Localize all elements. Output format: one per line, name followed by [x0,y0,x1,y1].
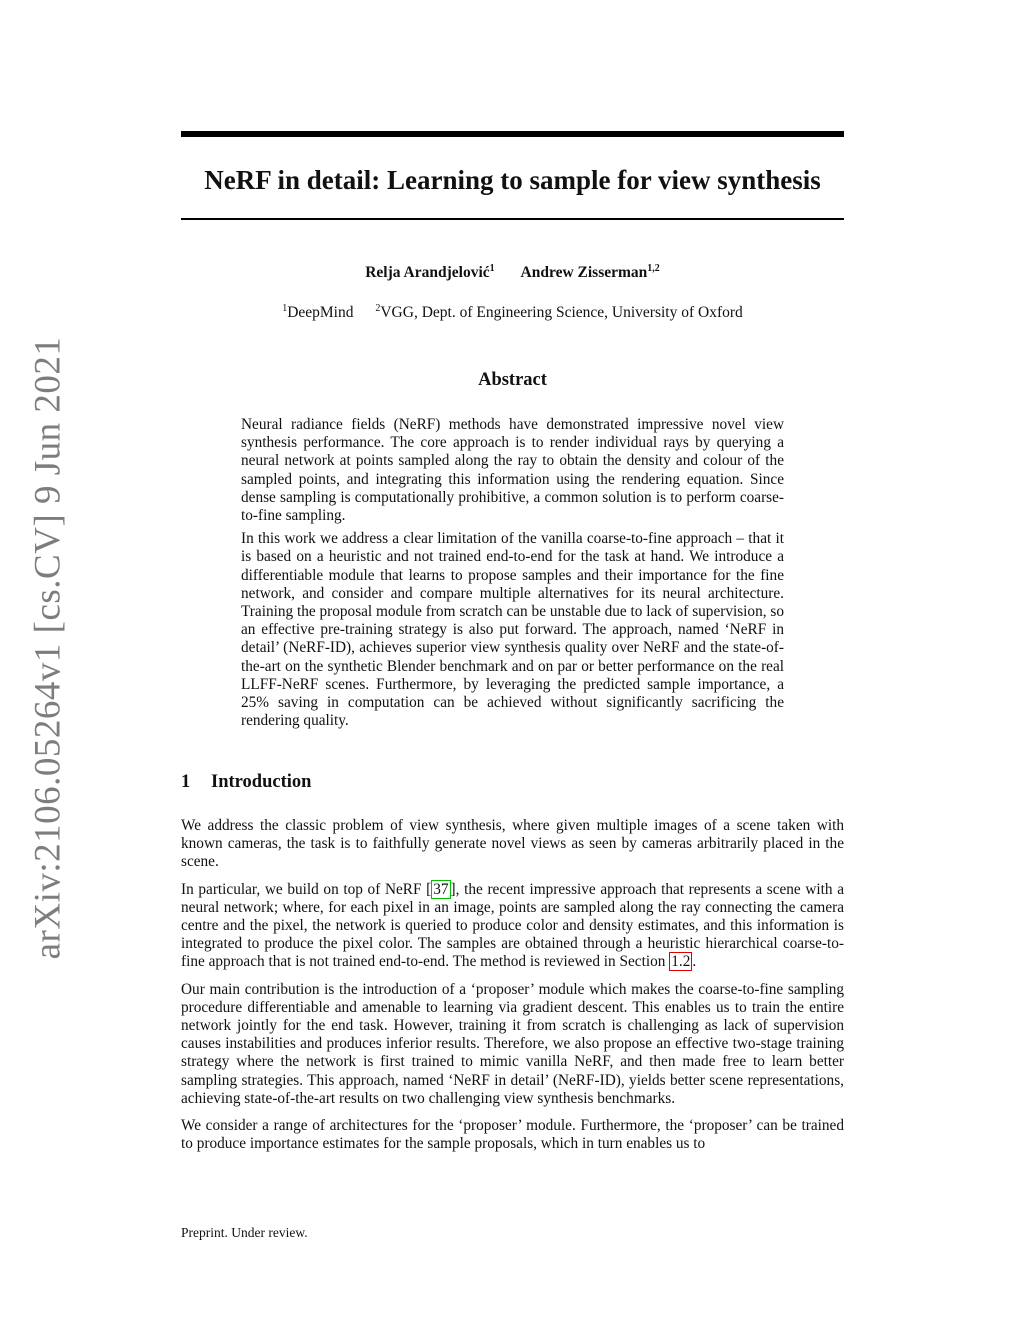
affiliation-mark: 1 [282,303,288,314]
abstract-paragraph: Neural radiance fields (NeRF) methods have demonstrated impressive novel view synthesis performance. The core approach is to render individual rays by querying a neural network at points sampled along the ray to obtain the density and colour of the sampled points, and integrating this information using the rendering equation. Since dense sampling is computationally prohibitive, a common solution is to perform coarse-to-fine sampling. [241,416,784,525]
intro-paragraph: We address the classic problem of view synthesis, where given multiple images of a scene taken with known cameras, the task is to faithfully generate novel views as seen by cameras arbitrarily placed in the scene. [181,817,844,871]
affiliation-1 [282,304,353,321]
author-2 [521,264,660,281]
abstract-paragraph: In this work we address a clear limitation of the vanilla coarse-to-fine approach – that it is based on a heuristic and not trained end-to-end for the task at hand. We introduce a differentiable module that learns to propose samples and their importance for the fine network, and consider and compare multiple alternatives for its neural architecture. Training the proposal module from scratch can be unstable due to lack of supervision, so an effective pre-training strategy is also put forward. The approach, named ‘NeRF in detail’ (NeRF-ID), achieves superior view synthesis quality over NeRF and the state-of-the-art on the synthetic Blender benchmark and on par or better performance on the real LLFF-NeRF scenes. Furthermore, by leveraging the predicted sample importance, a 25% saving in computation can be achieved without significantly sacrificing the rendering quality. [241,530,784,730]
paper-title: NeRF in detail: Learning to sample for view synthesis [204,165,821,195]
citation-link[interactable]: 37 [433,880,449,898]
abstract-heading: Abstract [478,370,547,390]
author-affiliation-mark: 1,2 [647,263,660,274]
affiliation-name: DeepMind [287,304,354,322]
title-top-rule [181,131,844,137]
intro-paragraph [181,881,844,972]
intro-paragraph: We consider a range of architectures for the ‘proposer’ module. Furthermore, the ‘proposer’ can be trained to produce importance estimates for the sample proposals, which in turn enables us to [181,1117,844,1153]
author-affiliation-mark: 1 [489,263,495,274]
affiliation-2 [375,304,742,321]
section-reference-link[interactable]: 1.2 [671,953,691,971]
affiliation-name: VGG, Dept. of Engineering Science, University of Oxford [380,304,743,322]
affiliation-list [181,303,844,322]
author-list [181,263,844,282]
affiliation-mark: 2 [375,303,381,314]
intro-paragraph: Our main contribution is the introduction of a ‘proposer’ module which makes the coarse-to-fine sampling procedure differentiable and amenable to learning via gradient descent. This enables us to train the entire network jointly for the end task. However, training it from scratch is challenging as lack of supervision causes instabilities and produces inferior results. Therefore, we also propose an effective two-stage training strategy where the network is first trained to mimic vanilla NeRF, and then made free to learn better sampling strategies. This approach, named ‘NeRF in detail’ (NeRF-ID), yields better scene representations, achieving state-of-the-art results on two challenging view synthesis benchmarks. [181,980,844,1107]
intro-text: In particular, we build on top of NeRF [ [181,880,432,898]
author-1 [365,264,494,281]
section-number: 1 [181,772,191,792]
section-title: Introduction [211,772,312,792]
abstract-body [241,416,784,735]
title-bottom-rule [181,218,844,220]
page-footer: Preprint. Under review. [181,1225,308,1240]
intro-text: . [692,953,697,971]
intro-text: ], the recent impressive approach that represents a scene with a neural network; where, for each pixel in an image, points are sampled along the ray connecting the camera centre and the pixel, the network is queried to produce color and density estimates, and this information is integrated to produce the pixel color. The samples are obtained through a heuristic hierarchical coarse-to-fine approach that is not trained end-to-end. The method is reviewed in Section [181,880,844,971]
arxiv-identifier-stamp: arXiv:2106.05264v1 [cs.CV] 9 Jun 2021 [27,336,69,960]
section-heading-introduction [181,772,311,793]
author-name: Andrew Zisserman [520,264,648,282]
author-name: Relja Arandjelović [365,264,490,282]
introduction-body [181,817,844,1162]
